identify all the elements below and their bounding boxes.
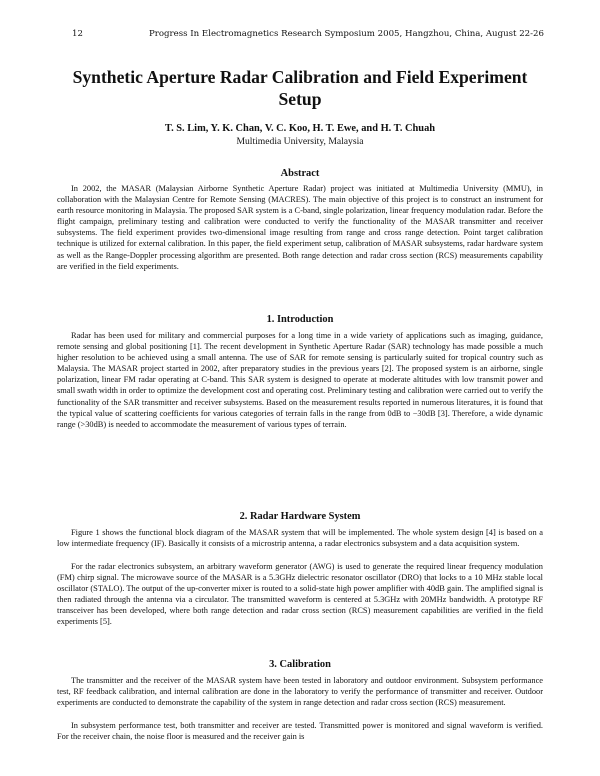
abstract-heading: Abstract	[280, 168, 320, 179]
radar-hardware-paragraph-1: Figure 1 shows the functional block diagram of the MASAR system that will be implemented. The whole system design [4] is based on a low intermediate frequency (IF). Basically it consists of a microstrip antenna, a radar electronics subsystem and a data acquisition system.	[57, 528, 543, 549]
venue-line: Progress In Electromagnetics Research Symposium 2005, Hangzhou, China, August 22-26	[148, 29, 544, 39]
calibration-paragraph-1: The transmitter and the receiver of the MASAR system have been tested in laboratory and outdoor environment. Subsystem performance test, RF feedback calibration, and internal calibration are done in the laboratory to verify the performance of transmitter and receiver. Outdoor experiments are conducted to demonstrate the capability of the system in range detection and radar cross section (RCS) measurement.	[57, 676, 543, 708]
author-list: T. S. Lim, Y. K. Chan, V. C. Koo, H. T. Ewe, and H. T. Chuah	[164, 123, 436, 134]
radar-hardware-paragraph-2: For the radar electronics subsystem, an arbitrary waveform generator (AWG) is used to generate the required linear frequency modulation (FM) chirp signal. The microwave source of the MASAR is a 5.3GHz dielectric resonator oscillator (DRO) that locks to a 10 MHz stable local oscillator (STALO). The output of the up-converter mixer is routed to a solid-state high power amplifier with 40dB gain. The amplified signal is then radiated through the antenna via a circulator. The transmitted waveform is centered at 5.3GHz with 20MHz bandwidth. A prototype RF transceiver has been developed, where both range detection and radar cross section (RCS) measurement capabilities are verified in the field experiments [5].	[57, 562, 543, 627]
section-heading-radar-hardware: 2. Radar Hardware System	[239, 511, 361, 522]
paper-title: Synthetic Aperture Radar Calibration and Field Experiment Setup	[72, 67, 528, 109]
section-heading-introduction: 1. Introduction	[266, 314, 334, 325]
introduction-paragraph: Radar has been used for military and commercial purposes for a long time in a wide variety of applications such as imaging, guidance, remote sensing and global positioning [1]. The recent development in Synthetic Aperture Radar (SAR) technology has made possible a much higher resolution to be achieved using a small antenna. The use of SAR for remote sensing is particularly suited for tropical country such as Malaysia. The MASAR project started in 2002, after preparatory studies in the previous years [2]. The proposed system is an airborne, single polarization, linear FM radar operating at C-band. This SAR system is designed to operate at moderate altitudes with low transmit power and small swath width in order to optimize the development cost and operating cost. Preliminary testing and calibration were carried out to verify the functionality of the SAR transmitter and receiver subsystems. Based on the measurement results reported in numerous literatures, it is found that the typical value of scattering coefficients for various categories of terrain falls in the range from 0dB to −30dB [3]. Therefore, a wide dynamic range (>30dB) is needed to accommodate the measurement of various types of terrain.	[57, 331, 543, 429]
page-number: 12	[72, 29, 83, 39]
running-header	[72, 28, 544, 40]
section-heading-calibration: 3. Calibration	[269, 659, 331, 670]
abstract-text: In 2002, the MASAR (Malaysian Airborne Synthetic Aperture Radar) project was initiated at Multimedia University (MMU), in collaboration with the Malaysian Centre for Remote Sensing (MACRES). The main objective of this project is to construct an instrument for earth resource monitoring in Malaysia. The proposed SAR system is a C-band, single polarization, linear frequency modulation radar. Before the flight campaign, preliminary testing and calibration were conducted to verify the functionality of the MASAR transmitter and receiver subsystems. The field experiment provides two-dimensional image resulting from range and cross range detection. Point target calibration technique is utilized for external calibration. In this paper, the field experiment setup, calibration of MASAR subsystems, radar hardware system as well as the Range-Doppler processing algorithm are presented. Both range detection and radar cross section (RCS) measurements capability are verified in the field experiments.	[57, 184, 543, 271]
calibration-paragraph-2: In subsystem performance test, both transmitter and receiver are tested. Transmitted power is monitored and signal waveform is verified. For the receiver chain, the noise floor is measured and the receiver gain is	[57, 721, 543, 742]
affiliation: Multimedia University, Malaysia	[236, 136, 364, 147]
